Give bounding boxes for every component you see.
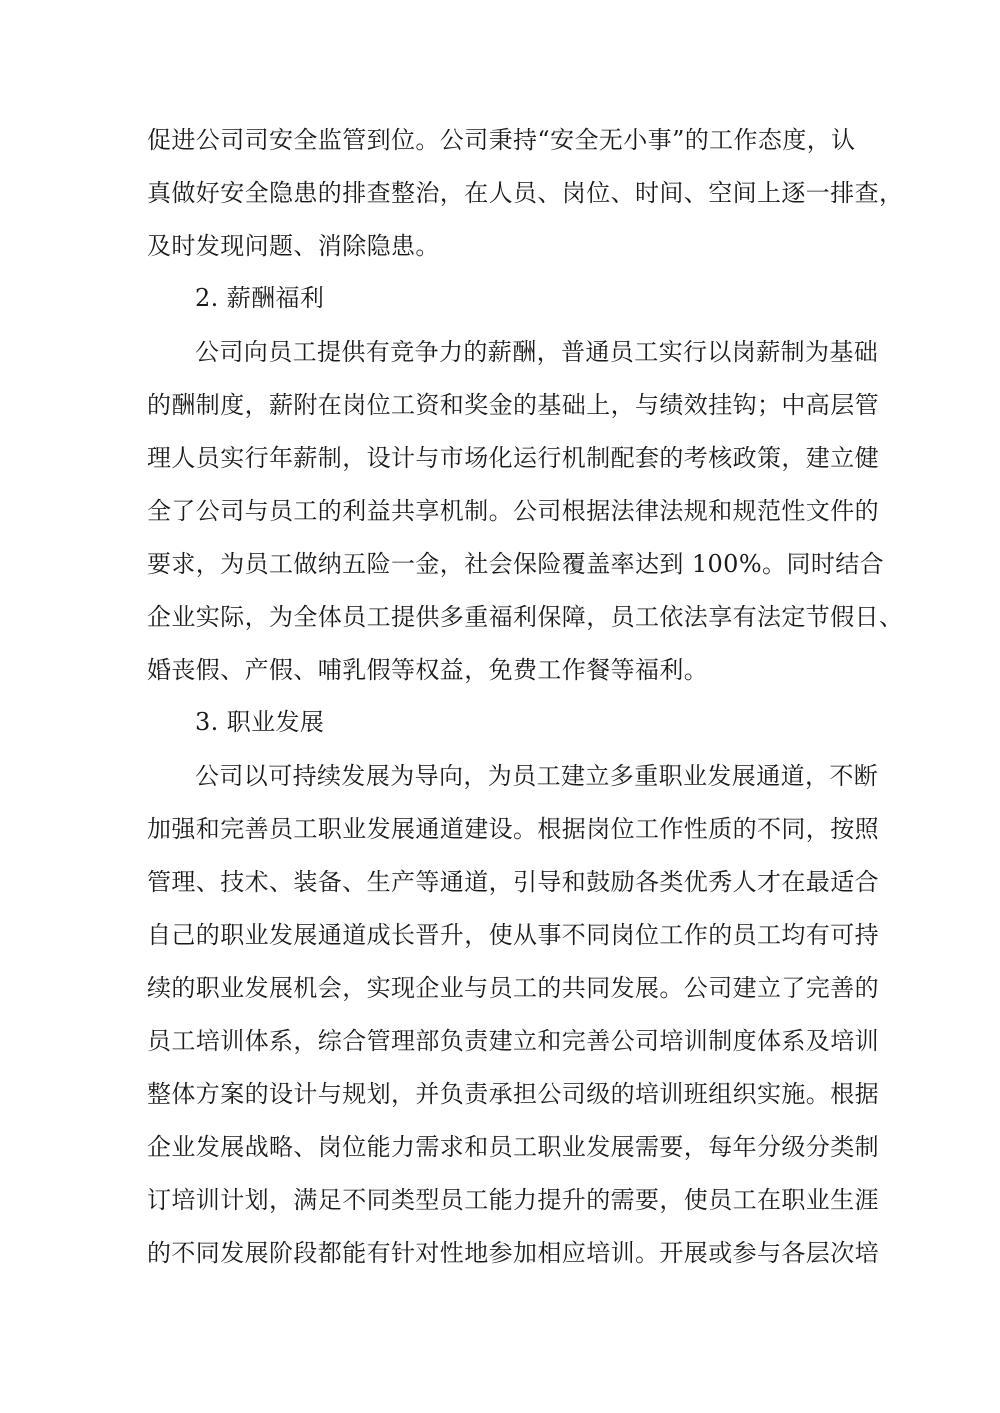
- body-text-line: 全了公司与员工的利益共享机制。公司根据法律法规和规范性文件的: [147, 497, 879, 525]
- body-text-line: 婚丧假、产假、哺乳假等权益，免费工作餐等福利。: [147, 656, 709, 684]
- body-text-line: 企业实际，为全体员工提供多重福利保障，员工依法享有法定节假日、: [147, 603, 904, 631]
- paragraph-first-line: 公司向员工提供有竞争力的薪酬，普通员工实行以岗薪制为基础: [195, 338, 879, 366]
- body-text-line: 及时发现问题、消除隐患。: [147, 232, 440, 260]
- body-text-line: 员工培训体系，综合管理部负责建立和完善公司培训制度体系及培训: [147, 1027, 879, 1055]
- body-text-line: 真做好安全隐患的排查整治，在人员、岗位、时间、空间上逐一排查，: [147, 179, 904, 207]
- body-text-line: 要求，为员工做纳五险一金，社会保险覆盖率达到 100%。同时结合: [147, 550, 885, 578]
- body-text-line: 订培训计划，满足不同类型员工能力提升的需要，使员工在职业生涯: [147, 1186, 879, 1214]
- paragraph-first-line: 公司以可持续发展为导向，为员工建立多重职业发展通道，不断: [195, 762, 879, 790]
- body-text-line: 续的职业发展机会，实现企业与员工的共同发展。公司建立了完善的: [147, 974, 879, 1002]
- body-text-line: 自己的职业发展通道成长晋升，使从事不同岗位工作的员工均有可持: [147, 921, 879, 949]
- body-text-line: 的不同发展阶段都能有针对性地参加相应培训。开展或参与各层次培: [147, 1239, 879, 1267]
- body-text-line: 整体方案的设计与规划，并负责承担公司级的培训班组织实施。根据: [147, 1080, 879, 1108]
- body-text-line: 理人员实行年薪制，设计与市场化运行机制配套的考核政策，建立健: [147, 444, 879, 472]
- body-text-line: 企业发展战略、岗位能力需求和员工职业发展需要，每年分级分类制: [147, 1133, 879, 1161]
- section-heading: 3. 职业发展: [195, 708, 325, 736]
- body-text-line: 的酬制度，薪附在岗位工资和奖金的基础上，与绩效挂钩；中高层管: [147, 391, 879, 419]
- body-text-line: 管理、技术、装备、生产等通道，引导和鼓励各类优秀人才在最适合: [147, 868, 879, 896]
- body-text-line: 加强和完善员工职业发展通道建设。根据岗位工作性质的不同，按照: [147, 815, 879, 843]
- body-text-line: 促进公司司安全监管到位。公司秉持“安全无小事”的工作态度，认: [147, 126, 856, 154]
- section-heading: 2. 薪酬福利: [195, 284, 325, 312]
